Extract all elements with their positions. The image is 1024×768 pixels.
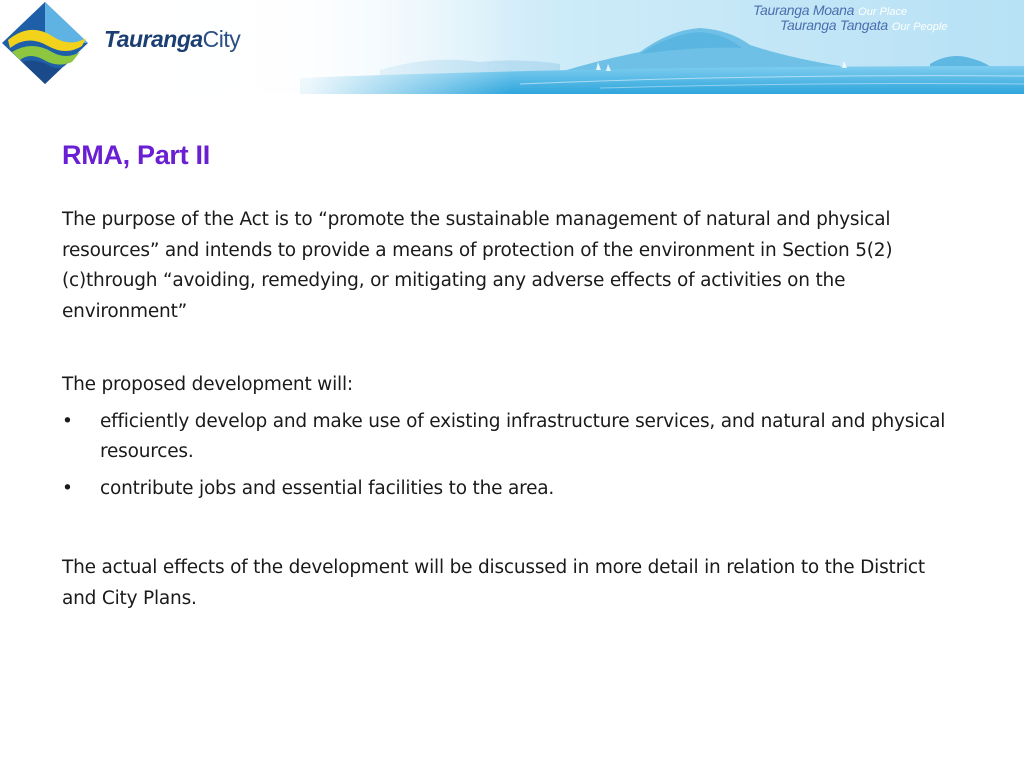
paragraph-effects: The actual effects of the development will be discussed in more detail in relation to the District and City Plans.	[62, 557, 925, 609]
city-logo-wordmark	[104, 26, 240, 53]
list-item	[62, 474, 962, 505]
list-item	[62, 407, 962, 468]
paragraph-purpose: The purpose of the Act is to “promote the sustainable management of natural and physical resources” and intends to provide a means of protection of the environment in Section 5(2)(c)through “avoiding, remedying, or mitigating any adverse effects of activities on the environment”	[62, 209, 893, 322]
logo-name: Tauranga	[104, 26, 203, 52]
slide-body	[62, 205, 962, 614]
bullet-text: efficiently develop and make use of existing infrastructure services, and natural and physical resources.	[100, 410, 946, 462]
bullet-icon: •	[62, 410, 73, 432]
bullet-icon: •	[62, 477, 73, 499]
tagline-line1-sub: Our Place	[858, 6, 908, 18]
tagline-line1-main: Tauranga Moana	[753, 2, 855, 18]
logo-city: City	[202, 26, 241, 52]
bullet-text: contribute jobs and essential facilities to the area.	[100, 477, 555, 499]
city-logo-icon	[0, 0, 90, 86]
bullet-list	[62, 407, 962, 505]
paragraph-proposed: The proposed development will:	[62, 374, 353, 395]
tagline-line2-sub: Our People	[891, 21, 948, 33]
tagline-line2-main: Tauranga Tangata	[780, 17, 888, 33]
header-banner	[0, 0, 1024, 94]
tagline-line2	[780, 17, 947, 35]
slide-title: RMA, Part II	[62, 140, 210, 170]
